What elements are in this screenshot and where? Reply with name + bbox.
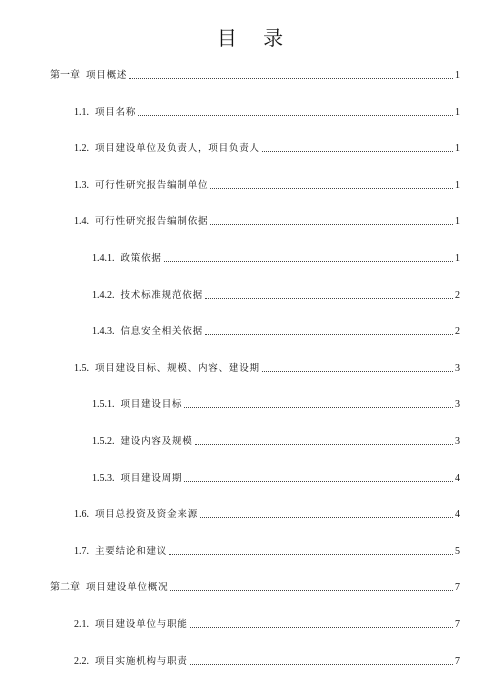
dot-leader	[195, 443, 453, 445]
toc-entry[interactable]	[92, 324, 460, 338]
toc-entry-label: 信息安全相关依据	[120, 326, 203, 338]
toc-entry[interactable]	[74, 105, 460, 119]
toc-entry-page-number: 1	[455, 253, 460, 264]
toc-entry[interactable]	[50, 580, 460, 594]
toc-entry-page-number: 5	[455, 545, 460, 557]
toc-title: 目 录	[216, 26, 294, 50]
toc-entry[interactable]	[74, 507, 460, 521]
toc-entry-label: 项目建设单位及负责人，项目负责人	[95, 143, 260, 155]
toc-entry[interactable]	[74, 141, 460, 155]
toc-entry[interactable]	[74, 178, 460, 192]
dot-leader	[210, 223, 453, 225]
toc-entry-number: 1.5.3.	[92, 472, 115, 484]
toc-entry-page-number: 4	[455, 509, 460, 521]
toc-entry[interactable]	[74, 544, 460, 558]
toc-entry-label: 项目建设目标、规模、内容、建设期	[95, 362, 260, 374]
toc-entry-label: 项目总投资及资金来源	[95, 509, 199, 521]
dot-leader	[164, 260, 453, 262]
toc-entry[interactable]	[92, 288, 460, 302]
dot-leader	[184, 406, 453, 408]
toc-entry-page-number: 1	[455, 106, 460, 118]
toc-entry-label: 项目概述	[86, 70, 128, 81]
toc-entry[interactable]	[74, 361, 460, 375]
toc-entry-page-number: 7	[455, 619, 460, 630]
toc-entry[interactable]	[92, 471, 460, 485]
toc-entry-page-number: 7	[455, 582, 460, 594]
toc-entry-page-number: 3	[455, 436, 460, 447]
toc-entry-number: 1.4.3.	[92, 326, 115, 338]
toc-entry-label: 可行性研究报告编制单位	[95, 179, 209, 191]
toc-entry-label: 主要结论和建议	[95, 545, 168, 557]
toc-entry-label: 政策依据	[120, 253, 162, 264]
toc-entry-label: 项目建设目标	[120, 399, 183, 411]
dot-leader	[262, 150, 453, 152]
toc-entry-page-number: 7	[455, 655, 460, 667]
toc-entry-page-number: 1	[455, 70, 460, 81]
toc-entry-label: 项目名称	[95, 106, 137, 118]
toc-entry-number: 1.4.2.	[92, 289, 115, 301]
toc-entry-page-number: 2	[455, 326, 460, 338]
toc-entry-page-number: 3	[455, 399, 460, 411]
toc-entry[interactable]	[50, 68, 460, 82]
dot-leader	[190, 626, 453, 628]
toc-entry[interactable]	[92, 434, 460, 448]
toc-entry-label: 项目建设单位概况	[86, 582, 169, 594]
toc-entry-number: 第一章	[50, 70, 80, 81]
dot-leader	[262, 370, 453, 372]
toc-entry-number: 1.6.	[74, 509, 89, 521]
toc-entry-page-number: 1	[455, 216, 460, 228]
toc-entry-number: 1.2.	[74, 143, 89, 155]
dot-leader	[200, 516, 453, 518]
toc-entry-number: 1.5.2.	[92, 436, 115, 447]
toc-entry-number: 1.5.	[74, 362, 89, 374]
dot-leader	[205, 297, 453, 299]
toc-entry-number: 第二章	[50, 582, 80, 594]
dot-leader	[138, 114, 453, 116]
dot-leader	[129, 77, 453, 79]
toc-entry[interactable]	[74, 214, 460, 228]
dot-leader	[169, 553, 453, 555]
dot-leader	[190, 663, 453, 665]
toc-entry-label: 建设内容及规模	[120, 436, 193, 447]
dot-leader	[184, 480, 453, 482]
dot-leader	[210, 187, 453, 189]
toc-entry-label: 技术标准规范依据	[120, 289, 203, 301]
toc-entry-page-number: 2	[455, 289, 460, 301]
toc-entry-label: 项目建设单位与职能	[95, 619, 188, 630]
toc-entry[interactable]	[74, 654, 460, 668]
toc-entry-page-number: 4	[455, 472, 460, 484]
toc-entry-number: 1.3.	[74, 179, 89, 191]
dot-leader	[205, 333, 453, 335]
toc-entry[interactable]	[74, 617, 460, 631]
toc-entry-number: 1.4.1.	[92, 253, 115, 264]
dot-leader	[170, 589, 453, 591]
toc-entry[interactable]	[92, 397, 460, 411]
toc-entry-number: 2.1.	[74, 619, 89, 630]
toc-entry-page-number: 3	[455, 362, 460, 374]
toc-entry-number: 1.5.1.	[92, 399, 115, 411]
toc-entry-number: 1.1.	[74, 106, 89, 118]
toc-entry-label: 可行性研究报告编制依据	[95, 216, 209, 228]
toc-entry-number: 1.4.	[74, 216, 89, 228]
toc-entry-page-number: 1	[455, 143, 460, 155]
toc-entry[interactable]	[92, 251, 460, 265]
toc-entry-label: 项目实施机构与职责	[95, 655, 188, 667]
toc-entry-number: 2.2.	[74, 655, 89, 667]
toc-entry-label: 项目建设周期	[120, 472, 183, 484]
toc-entry-number: 1.7.	[74, 545, 89, 557]
toc-entry-page-number: 1	[455, 179, 460, 191]
